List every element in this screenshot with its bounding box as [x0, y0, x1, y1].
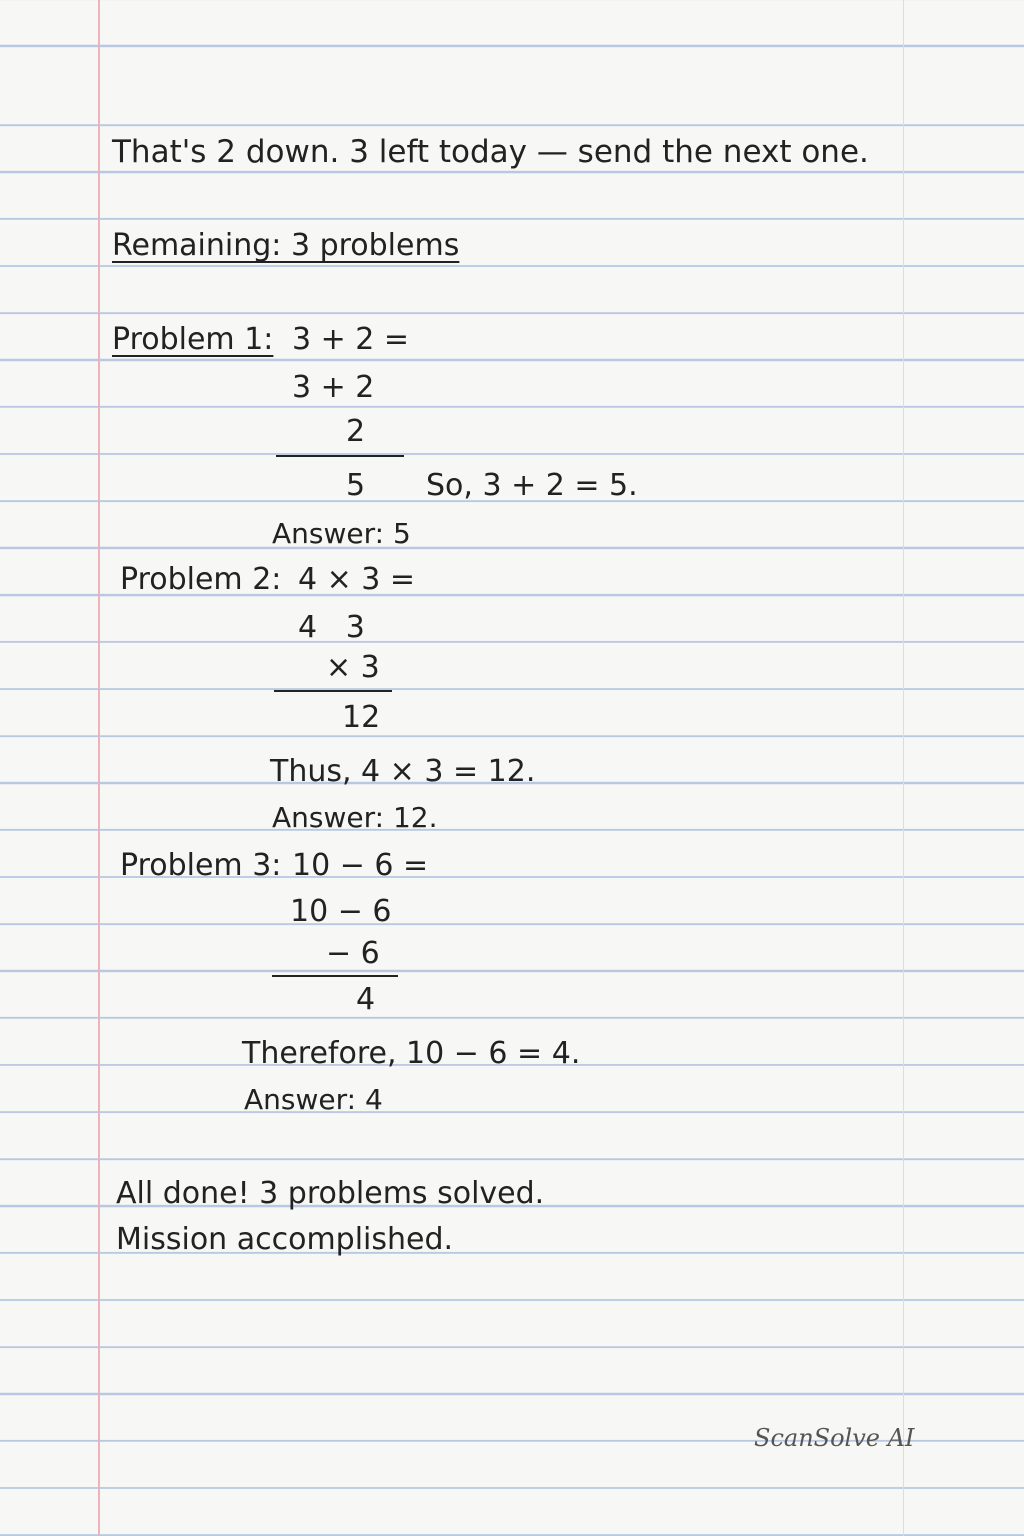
margin-line: [98, 0, 100, 1536]
problem-2-answer: Answer: 12.: [272, 801, 438, 834]
problem-3-answer: Answer: 4: [244, 1083, 383, 1116]
problem-3-label: Problem 3:: [120, 848, 282, 883]
intro-line: That's 2 down. 3 left today — send the next one.: [112, 134, 869, 170]
problem-3-equation: 10 − 6 =: [292, 848, 429, 883]
problem-3-result: 4: [356, 982, 376, 1017]
problem-1-label: Problem 1:: [112, 322, 274, 357]
problem-2-rule: [274, 690, 392, 692]
problem-3-rule: [272, 975, 398, 977]
closing-line-2: Mission accomplished.: [116, 1222, 454, 1257]
problem-3-top: 10 − 6: [290, 894, 392, 929]
problem-2-result: 12: [342, 700, 381, 735]
problem-1-result: 5: [346, 468, 366, 503]
problem-2-label: Problem 2:: [120, 562, 282, 597]
closing-line-1: All done! 3 problems solved.: [116, 1176, 545, 1211]
problem-2-bottom: × 3: [326, 650, 380, 685]
problem-1-rule: [276, 455, 404, 457]
problem-1-answer: Answer: 5: [272, 517, 411, 550]
right-margin-line: [903, 0, 904, 1536]
problem-3-note: Therefore, 10 − 6 = 4.: [242, 1036, 581, 1071]
problem-1-bottom: 2: [346, 414, 366, 449]
problem-1-top: 3 + 2: [292, 370, 375, 405]
problem-2-note: Thus, 4 × 3 = 12.: [270, 754, 536, 789]
problem-3-bottom: − 6: [326, 936, 380, 971]
problem-2-top: 4 3: [298, 610, 365, 645]
problem-1-note: So, 3 + 2 = 5.: [426, 468, 638, 503]
problem-2-equation: 4 × 3 =: [298, 562, 416, 597]
remaining-heading: Remaining: 3 problems: [112, 228, 460, 263]
scansolve-signature: ScanSolve AI: [754, 1424, 915, 1452]
problem-1-equation: 3 + 2 =: [292, 322, 410, 357]
